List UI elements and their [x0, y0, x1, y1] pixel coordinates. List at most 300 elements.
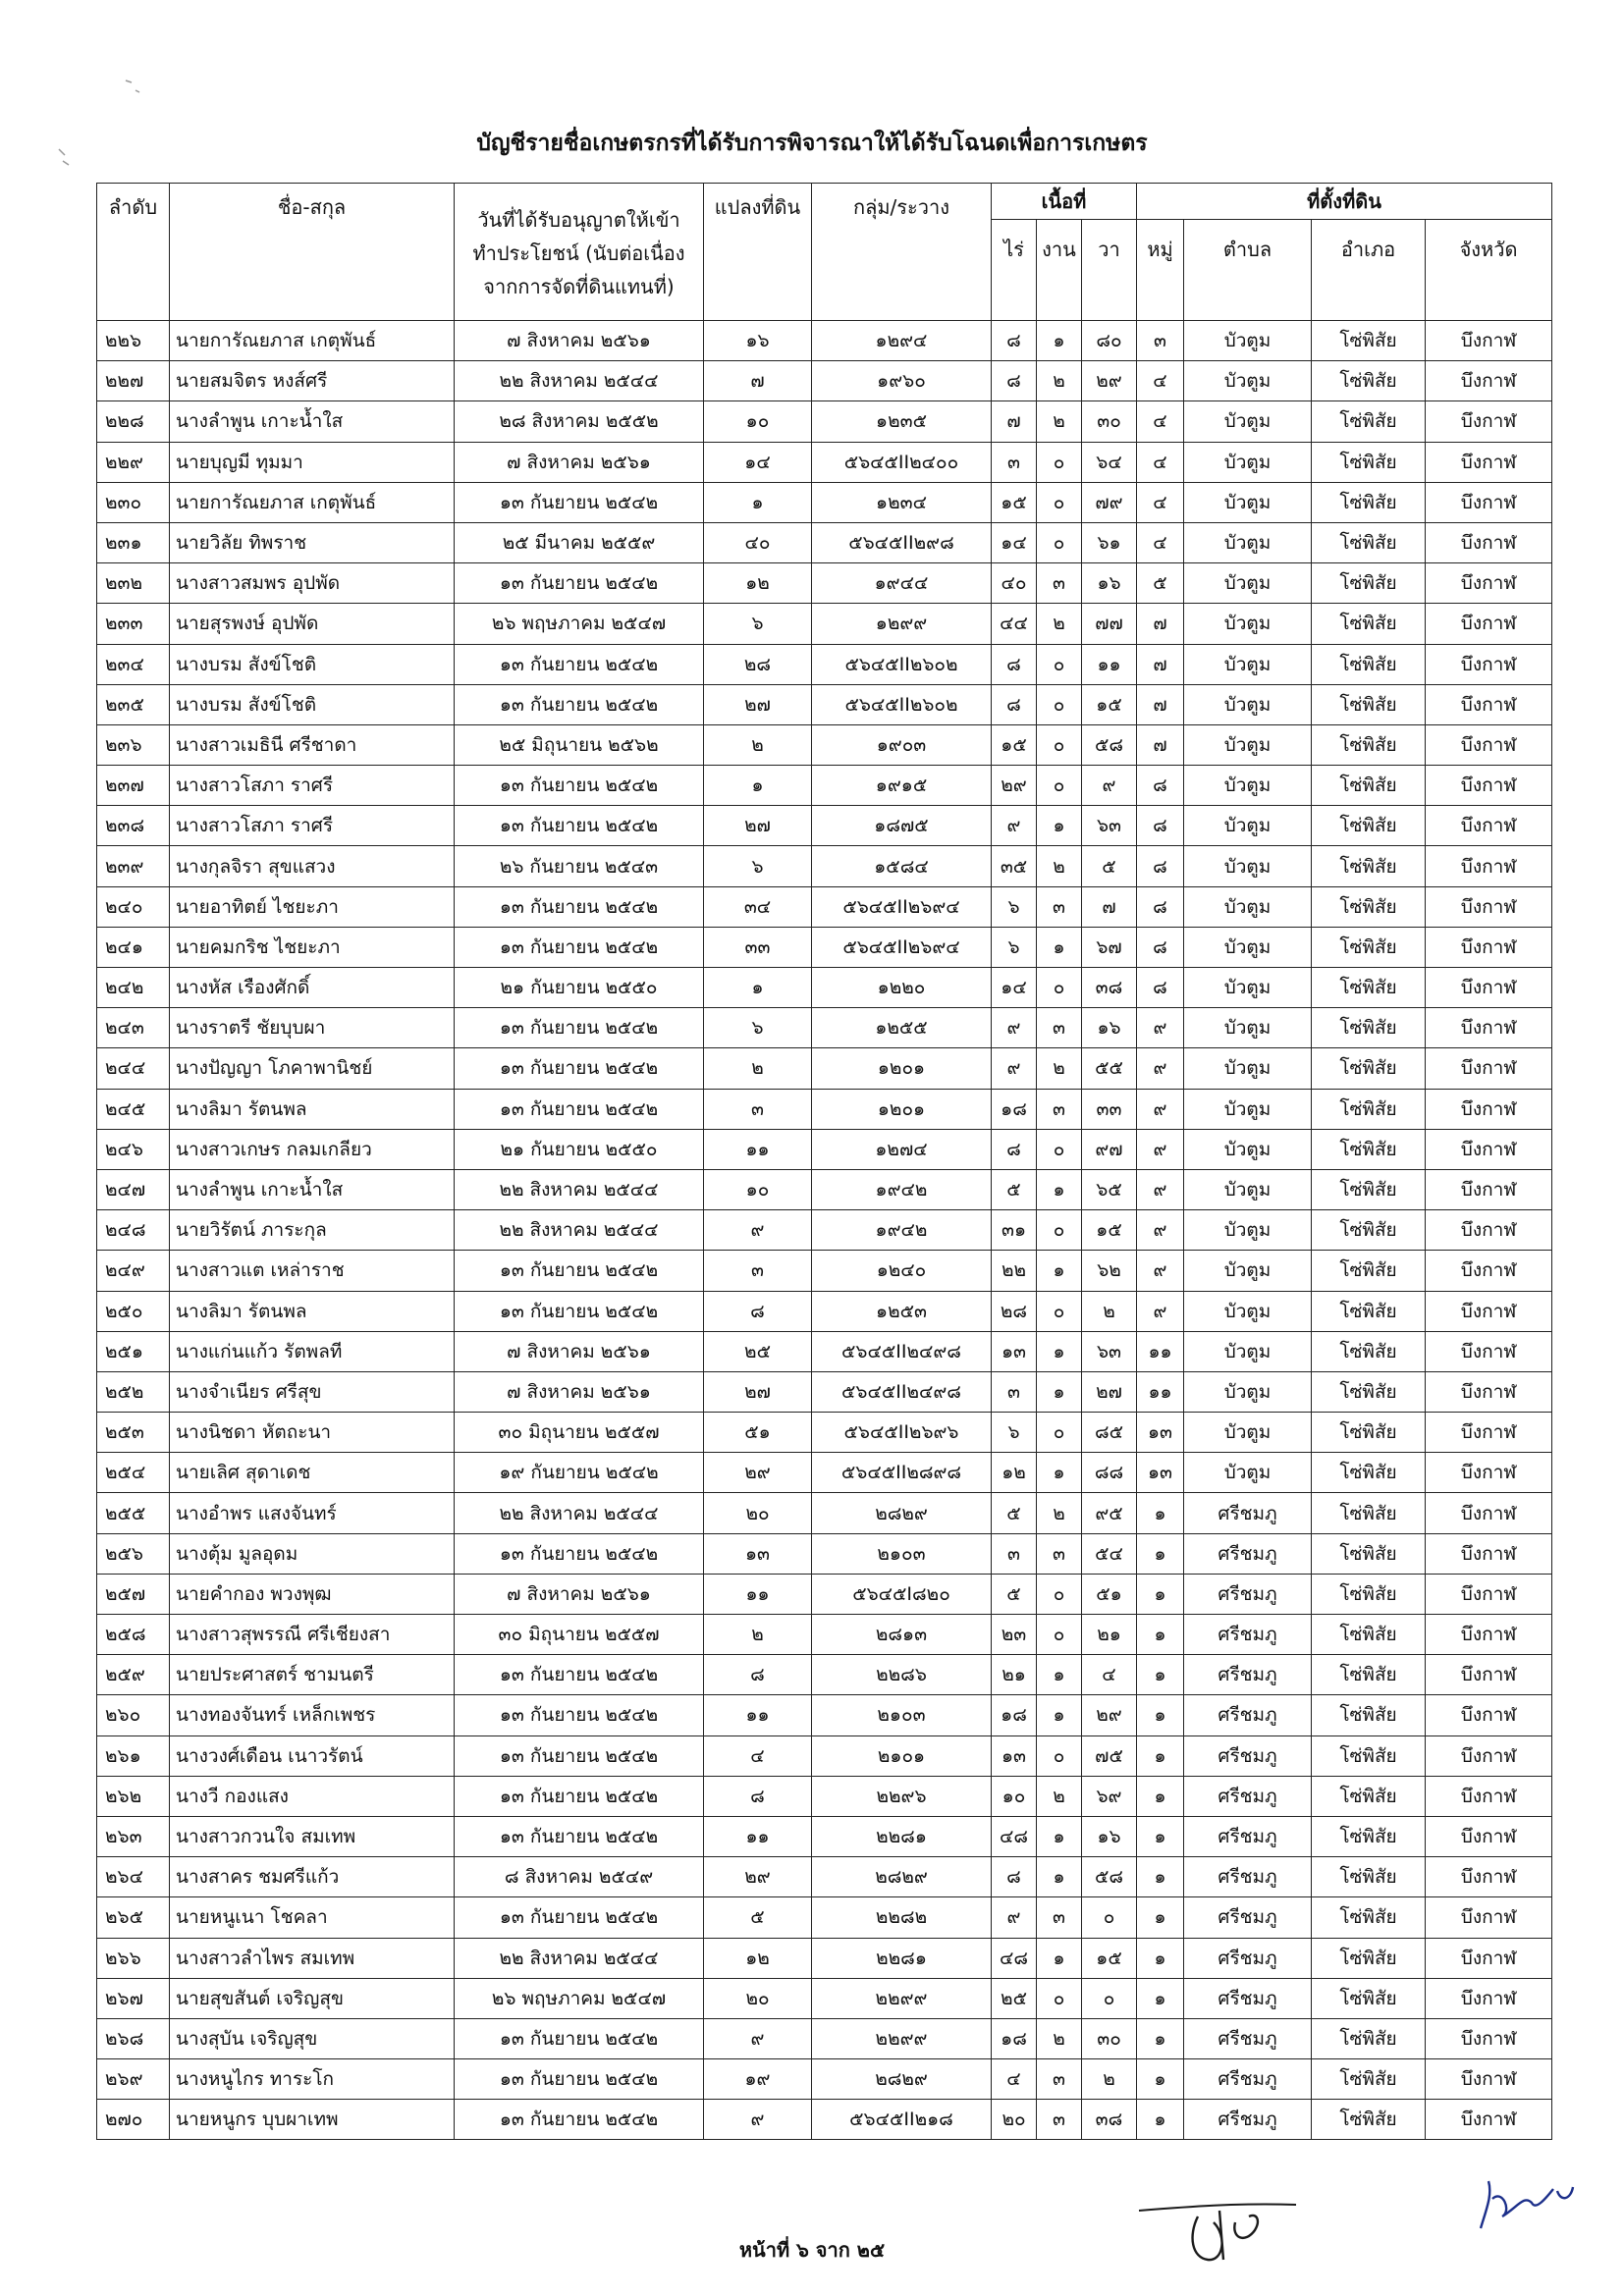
cell-name: นางวี กองแสง	[170, 1776, 455, 1816]
cell-plot: ๑๖	[704, 321, 812, 361]
cell-rai: ๖	[992, 927, 1037, 967]
cell-province: บึงกาฬ	[1426, 806, 1552, 846]
cell-amphoe: โซ่พิสัย	[1312, 1008, 1426, 1048]
page-number: หน้าที่ ๖ จาก ๒๕	[738, 2238, 886, 2262]
cell-ngan: ๓	[1037, 1533, 1082, 1574]
cell-province: บึงกาฬ	[1426, 968, 1552, 1008]
cell-tambon: ศรีชมภู	[1184, 1857, 1312, 1897]
cell-date: ๑๓ กันยายน ๒๕๔๒	[455, 684, 704, 724]
cell-amphoe: โซ่พิสัย	[1312, 2100, 1426, 2140]
cell-wa: ๕๕	[1082, 1048, 1137, 1089]
cell-plot: ๑๐	[704, 1169, 812, 1209]
cell-rai: ๖	[992, 1413, 1037, 1453]
cell-wa: ๖๑	[1082, 522, 1137, 562]
cell-tambon: บัวตูม	[1184, 1169, 1312, 1209]
cell-plot: ๒๐	[704, 1493, 812, 1533]
cell-wa: ๕๔	[1082, 1533, 1137, 1574]
cell-amphoe: โซ่พิสัย	[1312, 401, 1426, 442]
cell-moo: ๙	[1137, 1251, 1184, 1291]
cell-seq: ๒๖๕	[97, 1897, 170, 1938]
cell-name: นายหนูกร บุบผาเทพ	[170, 2100, 455, 2140]
cell-plot: ๑	[704, 766, 812, 806]
cell-tambon: บัวตูม	[1184, 321, 1312, 361]
cell-moo: ๑	[1137, 2100, 1184, 2140]
cell-tambon: บัวตูม	[1184, 1048, 1312, 1089]
cell-rai: ๔๘	[992, 1816, 1037, 1856]
cell-wa: ๒๑	[1082, 1615, 1137, 1655]
cell-seq: ๒๓๓	[97, 604, 170, 644]
cell-tambon: ศรีชมภู	[1184, 1816, 1312, 1856]
cell-date: ๒๑ กันยายน ๒๕๕๐	[455, 1129, 704, 1169]
cell-group: ๑๒๕๕	[812, 1008, 992, 1048]
farmer-list-table	[96, 183, 1552, 2140]
cell-date: ๑๓ กันยายน ๒๕๔๒	[455, 1655, 704, 1695]
cell-plot: ๒	[704, 1048, 812, 1089]
cell-name: นางจำเนียร ศรีสุข	[170, 1371, 455, 1412]
cell-group: ๒๒๘๑	[812, 1938, 992, 1978]
cell-tambon: บัวตูม	[1184, 927, 1312, 967]
cell-wa: ๔	[1082, 1655, 1137, 1695]
cell-amphoe: โซ่พิสัย	[1312, 1169, 1426, 1209]
table-row	[97, 846, 1552, 886]
cell-wa: ๓๘	[1082, 2100, 1137, 2140]
cell-plot: ๕	[704, 1897, 812, 1938]
cell-moo: ๑	[1137, 1978, 1184, 2018]
cell-rai: ๗	[992, 401, 1037, 442]
cell-ngan: ๐	[1037, 1978, 1082, 2018]
cell-seq: ๒๖๘	[97, 2018, 170, 2058]
cell-rai: ๘	[992, 644, 1037, 684]
cell-seq: ๒๕๗	[97, 1574, 170, 1614]
cell-rai: ๔๘	[992, 1938, 1037, 1978]
cell-province: บึงกาฬ	[1426, 321, 1552, 361]
cell-tambon: ศรีชมภู	[1184, 1574, 1312, 1614]
table-row	[97, 1048, 1552, 1089]
cell-rai: ๘	[992, 361, 1037, 401]
cell-wa: ๓๓	[1082, 1089, 1137, 1129]
table-row	[97, 1291, 1552, 1331]
cell-tambon: บัวตูม	[1184, 1331, 1312, 1371]
cell-seq: ๒๓๔	[97, 644, 170, 684]
cell-plot: ๔๐	[704, 522, 812, 562]
header-plot: แปลงที่ดิน	[704, 184, 812, 321]
cell-plot: ๒	[704, 724, 812, 765]
cell-tambon: บัวตูม	[1184, 1210, 1312, 1251]
cell-plot: ๑๐	[704, 401, 812, 442]
header-location: ที่ตั้งที่ดิน	[1137, 184, 1552, 220]
cell-seq: ๒๖๔	[97, 1857, 170, 1897]
cell-province: บึงกาฬ	[1426, 442, 1552, 482]
cell-amphoe: โซ่พิสัย	[1312, 1493, 1426, 1533]
cell-wa: ๐	[1082, 1897, 1137, 1938]
cell-group: ๕๖๔๕II๒๖๙๔	[812, 927, 992, 967]
cell-wa: ๒๙	[1082, 361, 1137, 401]
cell-wa: ๓๐	[1082, 2018, 1137, 2058]
cell-province: บึงกาฬ	[1426, 1453, 1552, 1493]
cell-province: บึงกาฬ	[1426, 1533, 1552, 1574]
cell-province: บึงกาฬ	[1426, 1493, 1552, 1533]
cell-tambon: ศรีชมภู	[1184, 1776, 1312, 1816]
table-row	[97, 1897, 1552, 1938]
scan-speck-mark	[118, 77, 157, 110]
cell-group: ๕๖๔๕II๒๖๙๖	[812, 1413, 992, 1453]
cell-group: ๑๒๒๐	[812, 968, 992, 1008]
cell-name: นางสาวสุพรรณี ศรีเชียงสา	[170, 1615, 455, 1655]
cell-group: ๑๙๑๕	[812, 766, 992, 806]
cell-moo: ๑๑	[1137, 1371, 1184, 1412]
cell-wa: ๑๕	[1082, 684, 1137, 724]
cell-name: นายเลิศ สุดาเดช	[170, 1453, 455, 1493]
cell-plot: ๒๗	[704, 806, 812, 846]
cell-province: บึงกาฬ	[1426, 724, 1552, 765]
cell-rai: ๑๘	[992, 1695, 1037, 1735]
cell-group: ๑๒๔๐	[812, 1251, 992, 1291]
cell-date: ๒๖ พฤษภาคม ๒๕๔๗	[455, 604, 704, 644]
cell-amphoe: โซ่พิสัย	[1312, 1695, 1426, 1735]
cell-ngan: ๓	[1037, 1008, 1082, 1048]
cell-group: ๒๘๑๓	[812, 1615, 992, 1655]
table-row	[97, 2018, 1552, 2058]
cell-name: นายสมจิตร หงส์ศรี	[170, 361, 455, 401]
cell-amphoe: โซ่พิสัย	[1312, 604, 1426, 644]
cell-plot: ๒๙	[704, 1453, 812, 1493]
cell-plot: ๘	[704, 1291, 812, 1331]
cell-ngan: ๐	[1037, 1291, 1082, 1331]
cell-date: ๑๓ กันยายน ๒๕๔๒	[455, 1776, 704, 1816]
cell-name: นางบรม สังข์โชติ	[170, 684, 455, 724]
table-row	[97, 1978, 1552, 2018]
cell-moo: ๑๑	[1137, 1331, 1184, 1371]
cell-wa: ๐	[1082, 1978, 1137, 2018]
cell-wa: ๙๗	[1082, 1129, 1137, 1169]
cell-date: ๑๓ กันยายน ๒๕๔๒	[455, 1089, 704, 1129]
cell-rai: ๒๙	[992, 766, 1037, 806]
table-row	[97, 1331, 1552, 1371]
cell-ngan: ๑	[1037, 1453, 1082, 1493]
cell-group: ๒๑๐๓	[812, 1695, 992, 1735]
cell-name: นางสาวกวนใจ สมเทพ	[170, 1816, 455, 1856]
cell-group: ๒๘๒๙	[812, 2059, 992, 2100]
cell-group: ๒๒๙๙	[812, 1978, 992, 2018]
cell-province: บึงกาฬ	[1426, 1695, 1552, 1735]
cell-province: บึงกาฬ	[1426, 1857, 1552, 1897]
cell-seq: ๒๓๐	[97, 482, 170, 522]
table-body	[97, 321, 1552, 2140]
cell-date: ๒๒ สิงหาคม ๒๕๔๔	[455, 1938, 704, 1978]
cell-group: ๑๒๓๕	[812, 401, 992, 442]
cell-moo: ๑๓	[1137, 1413, 1184, 1453]
cell-wa: ๕๑	[1082, 1574, 1137, 1614]
cell-name: นางแก่นแก้ว รัตพลที	[170, 1331, 455, 1371]
cell-name: นางสาวเมธินี ศรีชาดา	[170, 724, 455, 765]
cell-plot: ๑๑	[704, 1695, 812, 1735]
cell-moo: ๑	[1137, 2059, 1184, 2100]
cell-amphoe: โซ่พิสัย	[1312, 1413, 1426, 1453]
cell-plot: ๒๙	[704, 1857, 812, 1897]
cell-date: ๑๓ กันยายน ๒๕๔๒	[455, 1897, 704, 1938]
cell-moo: ๑	[1137, 1776, 1184, 1816]
cell-ngan: ๑	[1037, 806, 1082, 846]
cell-ngan: ๐	[1037, 1574, 1082, 1614]
cell-group: ๒๑๐๑	[812, 1735, 992, 1776]
cell-wa: ๑๑	[1082, 644, 1137, 684]
cell-moo: ๑	[1137, 1938, 1184, 1978]
cell-ngan: ๐	[1037, 522, 1082, 562]
cell-rai: ๖	[992, 886, 1037, 927]
cell-rai: ๑๐	[992, 1776, 1037, 1816]
header-moo: หมู่	[1137, 220, 1184, 321]
cell-amphoe: โซ่พิสัย	[1312, 684, 1426, 724]
cell-province: บึงกาฬ	[1426, 684, 1552, 724]
cell-province: บึงกาฬ	[1426, 1089, 1552, 1129]
cell-date: ๑๓ กันยายน ๒๕๔๒	[455, 1048, 704, 1089]
cell-ngan: ๓	[1037, 563, 1082, 604]
cell-amphoe: โซ่พิสัย	[1312, 1574, 1426, 1614]
cell-seq: ๒๖๗	[97, 1978, 170, 2018]
cell-ngan: ๒	[1037, 1776, 1082, 1816]
cell-ngan: ๐	[1037, 968, 1082, 1008]
cell-tambon: บัวตูม	[1184, 563, 1312, 604]
cell-moo: ๙	[1137, 1048, 1184, 1089]
cell-name: นายบุญมี ทุมมา	[170, 442, 455, 482]
cell-seq: ๒๕๓	[97, 1413, 170, 1453]
cell-ngan: ๐	[1037, 1615, 1082, 1655]
cell-rai: ๙	[992, 1008, 1037, 1048]
cell-wa: ๑๕	[1082, 1938, 1137, 1978]
cell-tambon: บัวตูม	[1184, 644, 1312, 684]
cell-province: บึงกาฬ	[1426, 482, 1552, 522]
cell-rai: ๓	[992, 1371, 1037, 1412]
cell-group: ๑๒๕๓	[812, 1291, 992, 1331]
cell-moo: ๔	[1137, 401, 1184, 442]
cell-name: นางปัญญา โภคาพานิชย์	[170, 1048, 455, 1089]
cell-plot: ๖	[704, 846, 812, 886]
cell-moo: ๔	[1137, 442, 1184, 482]
cell-seq: ๒๔๖	[97, 1129, 170, 1169]
cell-seq: ๒๓๖	[97, 724, 170, 765]
cell-seq: ๒๖๙	[97, 2059, 170, 2100]
cell-moo: ๘	[1137, 968, 1184, 1008]
cell-wa: ๗๗	[1082, 604, 1137, 644]
table-row	[97, 442, 1552, 482]
cell-ngan: ๒	[1037, 2018, 1082, 2058]
cell-group: ๑๙๖๐	[812, 361, 992, 401]
cell-ngan: ๒	[1037, 361, 1082, 401]
cell-date: ๑๓ กันยายน ๒๕๔๒	[455, 1291, 704, 1331]
cell-ngan: ๑	[1037, 321, 1082, 361]
cell-wa: ๗๕	[1082, 1735, 1137, 1776]
cell-tambon: ศรีชมภู	[1184, 2018, 1312, 2058]
cell-group: ๑๒๙๔	[812, 321, 992, 361]
cell-amphoe: โซ่พิสัย	[1312, 321, 1426, 361]
cell-amphoe: โซ่พิสัย	[1312, 644, 1426, 684]
cell-rai: ๓๑	[992, 1210, 1037, 1251]
cell-seq: ๒๔๐	[97, 886, 170, 927]
cell-name: นายวิลัย ทิพราช	[170, 522, 455, 562]
cell-rai: ๑๘	[992, 1089, 1037, 1129]
cell-rai: ๑๔	[992, 522, 1037, 562]
cell-amphoe: โซ่พิสัย	[1312, 806, 1426, 846]
cell-ngan: ๐	[1037, 442, 1082, 482]
cell-plot: ๓๔	[704, 886, 812, 927]
cell-seq: ๒๔๔	[97, 1048, 170, 1089]
cell-wa: ๖๓	[1082, 806, 1137, 846]
cell-province: บึงกาฬ	[1426, 2059, 1552, 2100]
cell-wa: ๑๖	[1082, 1816, 1137, 1856]
cell-ngan: ๐	[1037, 1413, 1082, 1453]
cell-amphoe: โซ่พิสัย	[1312, 1129, 1426, 1169]
cell-seq: ๒๕๑	[97, 1331, 170, 1371]
cell-seq: ๒๖๐	[97, 1695, 170, 1735]
cell-rai: ๒๓	[992, 1615, 1037, 1655]
cell-group: ๑๘๗๕	[812, 806, 992, 846]
cell-plot: ๔	[704, 1735, 812, 1776]
cell-date: ๑๓ กันยายน ๒๕๔๒	[455, 1695, 704, 1735]
cell-wa: ๒๗	[1082, 1371, 1137, 1412]
cell-province: บึงกาฬ	[1426, 1291, 1552, 1331]
cell-ngan: ๑	[1037, 927, 1082, 967]
cell-group: ๕๖๔๕II๒๙๘	[812, 522, 992, 562]
cell-group: ๒๘๒๙	[812, 1857, 992, 1897]
cell-province: บึงกาฬ	[1426, 1978, 1552, 2018]
table-row	[97, 563, 1552, 604]
cell-rai: ๓	[992, 1533, 1037, 1574]
cell-ngan: ๑	[1037, 1169, 1082, 1209]
cell-plot: ๑	[704, 482, 812, 522]
cell-ngan: ๓	[1037, 886, 1082, 927]
cell-ngan: ๐	[1037, 1129, 1082, 1169]
cell-province: บึงกาฬ	[1426, 886, 1552, 927]
cell-date: ๑๓ กันยายน ๒๕๔๒	[455, 2059, 704, 2100]
cell-rai: ๒๘	[992, 1291, 1037, 1331]
cell-group: ๑๙๔๒	[812, 1169, 992, 1209]
cell-tambon: บัวตูม	[1184, 522, 1312, 562]
cell-date: ๒๒ สิงหาคม ๒๕๔๔	[455, 1169, 704, 1209]
cell-date: ๑๓ กันยายน ๒๕๔๒	[455, 482, 704, 522]
cell-moo: ๗	[1137, 604, 1184, 644]
cell-rai: ๙	[992, 1897, 1037, 1938]
cell-rai: ๒๑	[992, 1655, 1037, 1695]
cell-amphoe: โซ่พิสัย	[1312, 1615, 1426, 1655]
cell-moo: ๔	[1137, 482, 1184, 522]
cell-wa: ๕๘	[1082, 1857, 1137, 1897]
cell-rai: ๔๔	[992, 604, 1037, 644]
cell-date: ๑๓ กันยายน ๒๕๔๒	[455, 1816, 704, 1856]
cell-group: ๕๖๔๕II๒๘๙๘	[812, 1453, 992, 1493]
cell-ngan: ๐	[1037, 482, 1082, 522]
cell-amphoe: โซ่พิสัย	[1312, 1533, 1426, 1574]
cell-tambon: ศรีชมภู	[1184, 1695, 1312, 1735]
cell-ngan: ๒	[1037, 604, 1082, 644]
cell-seq: ๒๓๗	[97, 766, 170, 806]
cell-ngan: ๓	[1037, 1897, 1082, 1938]
table-row	[97, 644, 1552, 684]
cell-group: ๑๒๐๑	[812, 1048, 992, 1089]
cell-ngan: ๑	[1037, 1251, 1082, 1291]
cell-plot: ๑	[704, 968, 812, 1008]
cell-name: นางนิชดา หัตถะนา	[170, 1413, 455, 1453]
cell-date: ๘ สิงหาคม ๒๕๔๙	[455, 1857, 704, 1897]
cell-moo: ๙	[1137, 1210, 1184, 1251]
cell-seq: ๒๗๐	[97, 2100, 170, 2140]
cell-plot: ๑๑	[704, 1129, 812, 1169]
cell-date: ๑๓ กันยายน ๒๕๔๒	[455, 563, 704, 604]
cell-tambon: ศรีชมภู	[1184, 1897, 1312, 1938]
table-row	[97, 1776, 1552, 1816]
cell-name: นายวิรัตน์ ภาระกุล	[170, 1210, 455, 1251]
cell-moo: ๙	[1137, 1129, 1184, 1169]
table-row	[97, 2100, 1552, 2140]
table-row	[97, 766, 1552, 806]
cell-seq: ๒๒๘	[97, 401, 170, 442]
table-row	[97, 1615, 1552, 1655]
cell-date: ๑๓ กันยายน ๒๕๔๒	[455, 886, 704, 927]
cell-seq: ๒๔๗	[97, 1169, 170, 1209]
cell-seq: ๒๓๘	[97, 806, 170, 846]
cell-date: ๗ สิงหาคม ๒๕๖๑	[455, 1371, 704, 1412]
cell-wa: ๖๒	[1082, 1251, 1137, 1291]
cell-rai: ๙	[992, 1048, 1037, 1089]
cell-group: ๒๒๙๙	[812, 2018, 992, 2058]
cell-group: ๑๙๔๔	[812, 563, 992, 604]
cell-rai: ๑๘	[992, 2018, 1037, 2058]
cell-province: บึงกาฬ	[1426, 361, 1552, 401]
cell-date: ๓๐ มิถุนายน ๒๕๕๗	[455, 1615, 704, 1655]
header-area: เนื้อที่	[992, 184, 1137, 220]
cell-group: ๕๖๔๕II๒๑๘	[812, 2100, 992, 2140]
cell-date: ๑๓ กันยายน ๒๕๔๒	[455, 927, 704, 967]
cell-amphoe: โซ่พิสัย	[1312, 1251, 1426, 1291]
cell-amphoe: โซ่พิสัย	[1312, 1857, 1426, 1897]
cell-name: นายสุขสันต์ เจริญสุข	[170, 1978, 455, 2018]
cell-ngan: ๐	[1037, 724, 1082, 765]
table-row	[97, 1735, 1552, 1776]
cell-moo: ๓	[1137, 321, 1184, 361]
table-row	[97, 724, 1552, 765]
cell-seq: ๒๕๐	[97, 1291, 170, 1331]
cell-seq: ๒๕๖	[97, 1533, 170, 1574]
cell-tambon: บัวตูม	[1184, 442, 1312, 482]
cell-amphoe: โซ่พิสัย	[1312, 361, 1426, 401]
cell-ngan: ๑	[1037, 1816, 1082, 1856]
cell-date: ๒๒ สิงหาคม ๒๕๔๔	[455, 361, 704, 401]
table-row	[97, 806, 1552, 846]
table-row	[97, 1210, 1552, 1251]
cell-date: ๗ สิงหาคม ๒๕๖๑	[455, 442, 704, 482]
cell-plot: ๘	[704, 1776, 812, 1816]
cell-tambon: ศรีชมภู	[1184, 2059, 1312, 2100]
table-row	[97, 968, 1552, 1008]
cell-amphoe: โซ่พิสัย	[1312, 1938, 1426, 1978]
cell-amphoe: โซ่พิสัย	[1312, 1291, 1426, 1331]
cell-moo: ๘	[1137, 886, 1184, 927]
cell-amphoe: โซ่พิสัย	[1312, 968, 1426, 1008]
cell-name: นายการัณยภาส เกตุพันธ์	[170, 321, 455, 361]
cell-province: บึงกาฬ	[1426, 1574, 1552, 1614]
cell-plot: ๑๙	[704, 2059, 812, 2100]
cell-ngan: ๒	[1037, 846, 1082, 886]
cell-moo: ๕	[1137, 563, 1184, 604]
cell-wa: ๑๕	[1082, 1210, 1137, 1251]
cell-amphoe: โซ่พิสัย	[1312, 1048, 1426, 1089]
cell-plot: ๙	[704, 1210, 812, 1251]
table-row	[97, 886, 1552, 927]
cell-wa: ๖๙	[1082, 1776, 1137, 1816]
cell-seq: ๒๔๙	[97, 1251, 170, 1291]
cell-date: ๗ สิงหาคม ๒๕๖๑	[455, 321, 704, 361]
cell-wa: ๘๘	[1082, 1453, 1137, 1493]
cell-province: บึงกาฬ	[1426, 1776, 1552, 1816]
